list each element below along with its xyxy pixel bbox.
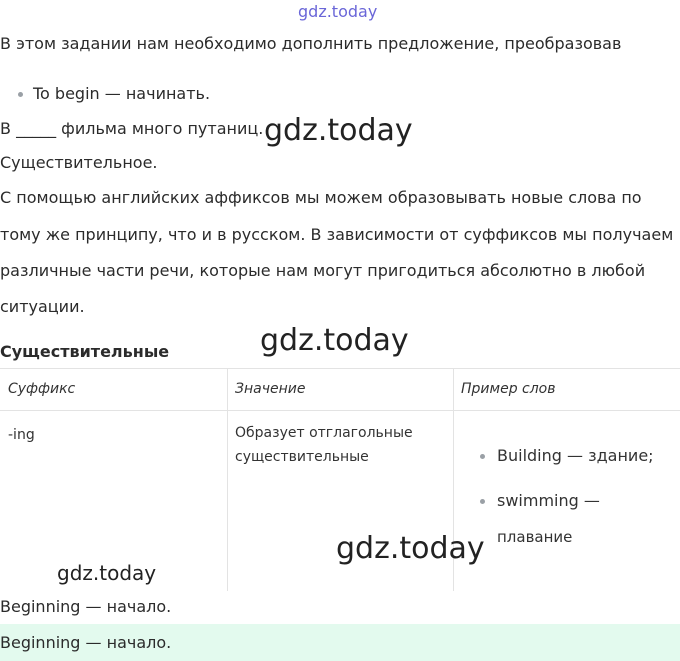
answer-highlight-text: Beginning — начало. — [0, 633, 172, 652]
example-text: Building — здание; — [497, 446, 654, 465]
watermark-1: gdz.today — [264, 113, 413, 148]
task-sentence: В _____ фильма много путаниц. — [0, 119, 264, 138]
section-heading: Существительные — [0, 342, 170, 361]
answer-text: Beginning — начало. — [0, 597, 172, 616]
paragraph-line-3: различные части речи, которые нам могут пригодиться абсолютно в любой — [0, 261, 646, 280]
meaning-line-2: существительные — [235, 449, 369, 465]
watermark-3: gdz.today — [336, 531, 485, 566]
example-text: swimming — — [497, 491, 600, 510]
example-item — [480, 491, 600, 510]
bullet-dot-icon — [480, 454, 485, 459]
example-text-continuation: плавание — [497, 528, 573, 546]
paragraph-line-4: ситуации. — [0, 297, 85, 316]
header-meaning: Значение — [235, 381, 306, 397]
paragraph-line-2: тому же принципу, что и в русском. В зависимости от суффиксов мы получаем — [0, 225, 674, 244]
bullet-dot-icon — [18, 92, 23, 97]
table-divider — [227, 369, 228, 591]
watermark-2: gdz.today — [260, 323, 409, 358]
watermark-top: gdz.today — [298, 2, 378, 21]
answer-highlight-box — [0, 624, 680, 661]
intro-text: В этом задании нам необходимо дополнить предложение, преобразовав — [0, 34, 622, 53]
table-header-row — [0, 369, 680, 411]
bullet-dot-icon — [480, 499, 485, 504]
part-of-speech: Существительное. — [0, 153, 158, 172]
hint-bullet-text: To begin — начинать. — [33, 84, 211, 103]
paragraph-line-1: С помощью английских аффиксов мы можем образовывать новые слова по — [0, 188, 642, 207]
example-item — [480, 446, 654, 465]
meaning-line-1: Образует отглагольные — [235, 425, 413, 441]
cell-meaning — [235, 421, 413, 469]
header-examples: Пример слов — [461, 381, 556, 397]
hint-bullet-item — [18, 84, 210, 103]
watermark-4: gdz.today — [57, 561, 157, 585]
cell-suffix: -ing — [8, 427, 35, 443]
header-suffix: Суффикс — [8, 381, 76, 397]
